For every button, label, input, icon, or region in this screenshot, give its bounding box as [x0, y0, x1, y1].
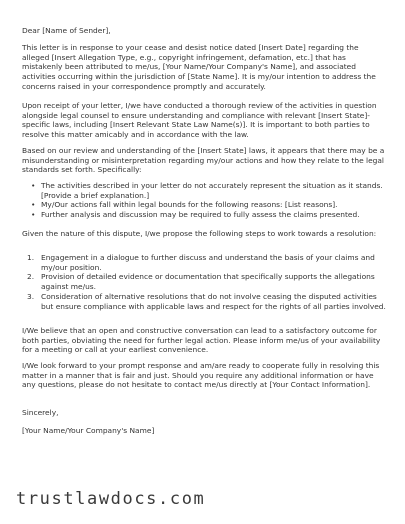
paragraph-review: Upon receipt of your letter, I/we have conducted a thorough review of the activities in question alongside legal counsel to ensure understanding and compliance with relevant [Insert State]-specific laws, including [Insert Relevant State Law Name(s)]. It is important to both parties to resolve this matter amicably and in accordance with the law. — [22, 101, 377, 140]
list-item — [22, 200, 387, 210]
bullet-list — [22, 181, 387, 220]
watermark: trustlawdocs.com — [16, 489, 206, 509]
list-item-text: Engagement in a dialogue to further discuss and understand the basis of your claims and my/our position. — [41, 253, 375, 272]
list-item — [22, 210, 387, 220]
list-number: 1. — [27, 253, 35, 262]
paragraph-conversation: I/We believe that an open and constructive conversation can lead to a satisfactory outcome for both parties, obviating the need for further legal action. Please inform me/us of your availability for a meeting or call at your earliest convenience. — [22, 326, 381, 355]
bullet-icon: • — [31, 181, 36, 190]
list-item — [22, 253, 387, 272]
list-item — [22, 272, 387, 291]
list-item — [22, 292, 387, 311]
list-number: 3. — [27, 291, 35, 301]
signature-placeholder: [Your Name/Your Company's Name] — [22, 426, 155, 435]
bullet-icon: • — [31, 210, 36, 220]
bullet-icon: • — [31, 200, 36, 210]
list-number: 2. — [27, 272, 35, 282]
salutation: Dear [Name of Sender], — [22, 26, 111, 35]
closing: Sincerely, — [22, 408, 59, 417]
paragraph-understanding: Based on our review and understanding of the [Insert State] laws, it appears that there may be a misunderstanding or misinterpretation regarding my/our actions and how they relate to the legal standards set forth. Specifically: — [22, 146, 385, 175]
paragraph-intro: This letter is in response to your cease and desist notice dated [Insert Date] regarding the alleged [Insert Allegation Type, e.g., copyright infringement, defamation, etc.] that has mistakenly been attributed to me/us, [Your Name/Your Company's Name], and associated activities occurring within the jurisdiction of [State Name]. It is my/our intention to address the concerns raised in your correspondence promptly and accurately. — [22, 43, 376, 91]
list-item-text: The activities described in your letter do not accurately represent the situation as it stands. [Provide a brief explanation.] — [41, 181, 383, 200]
list-item-text: Further analysis and discussion may be required to fully assess the claims presented. — [41, 210, 360, 220]
list-item — [22, 181, 387, 200]
paragraph-response: I/We look forward to your prompt response and am/are ready to cooperate fully in resolving this matter in a manner that is fair and just. Should you require any additional information or have any questions, please do not hesitate to contact me/us directly at [Your Contact Information]. — [22, 361, 380, 390]
numbered-list — [22, 253, 387, 311]
list-item-text: My/Our actions fall within legal bounds for the following reasons: [List reasons]. — [41, 200, 338, 210]
paragraph-proposal: Given the nature of this dispute, I/we propose the following steps to work towards a resolution: — [22, 229, 377, 238]
list-item-text: Provision of detailed evidence or documentation that specifically supports the allegations against me/us. — [41, 272, 375, 292]
list-item-text: Consideration of alternative resolutions that do not involve ceasing the disputed activities but ensure compliance with applicable laws and respect for the rights of all parties involved. — [41, 291, 386, 311]
